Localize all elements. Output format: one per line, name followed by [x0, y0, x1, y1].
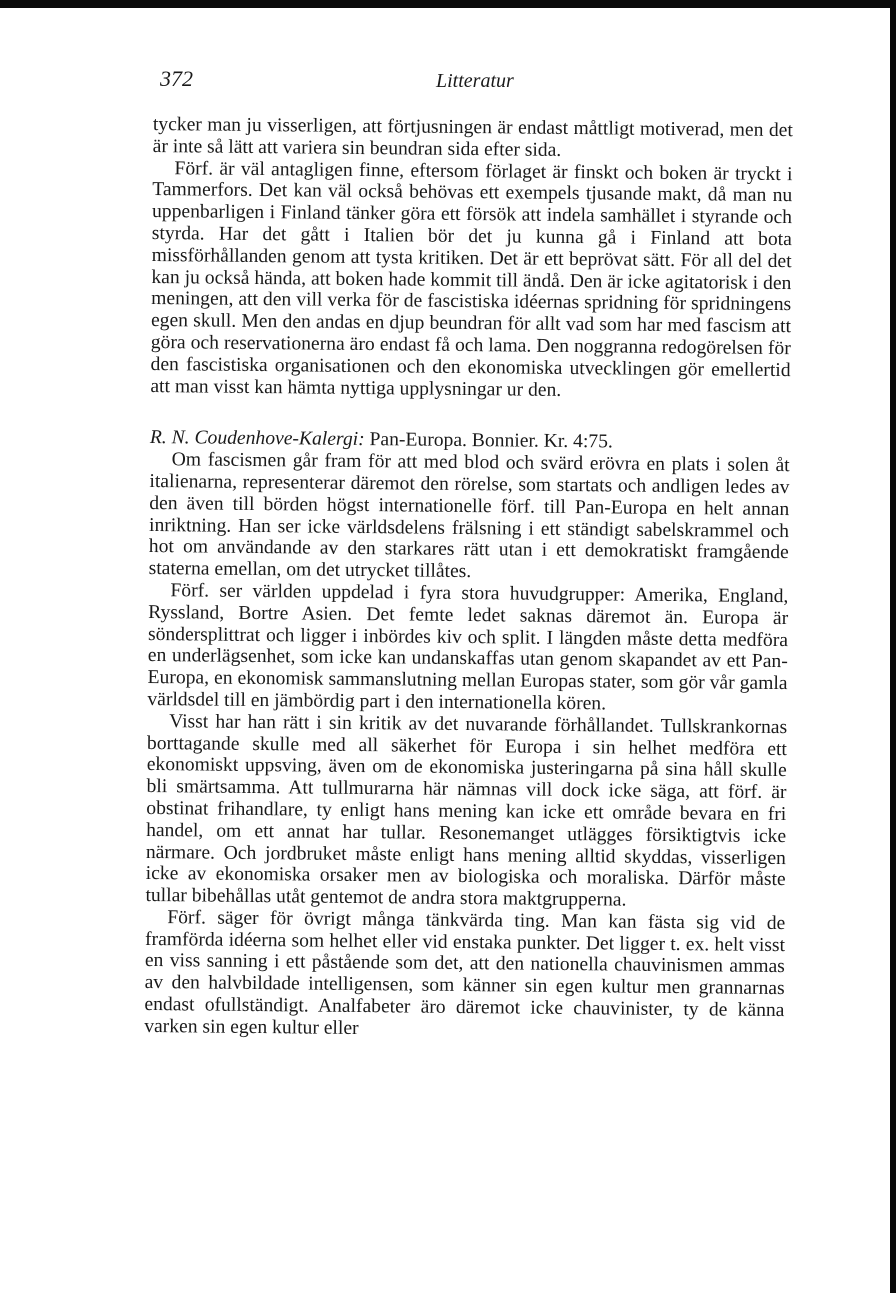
- review-author: R. N. Coudenhove-Kalergi:: [149, 427, 365, 451]
- scan-edge-right: [890, 0, 896, 1293]
- page-number: 372: [160, 66, 193, 91]
- paragraph: Förf. ser världen uppdelad i fyra stora huvudgrupper: Amerika, England, Ryssland, Bortre Asien. Det femte ledet saknas däremot än. Europa är söndersplittrat och ligger i inbördes kiv och split. I längden måste detta medföra en underlägsenhet, som icke kan undanskaffas utan genom skapandet av ett Pan-Europa, en ekonomisk sammanslutning mellan Europas stater, som gör vår gamla världsdel till en jämbördig part i den internationella kören.: [147, 580, 789, 715]
- review-title: Pan-Europa. Bonnier. Kr. 4:75.: [369, 429, 613, 453]
- paragraph: Om fascismen går fram för att med blod och svärd erövra en plats i solen åt italienarna, representerar däremot den rörelse, som startats och andligen ledes av den även till börden högst internationelle förf. till Pan-Europa en helt annan inriktning. Han ser icke världsdelens frälsning i ett ständigt sabelskrammel och hot om användande av den starkares rätt utan i ett demokratiskt framgående staterna emellan, om det utrycket tillåtes.: [148, 449, 790, 583]
- paragraph: Förf. är väl antagligen finne, eftersom förlaget är finskt och boken är tryckt i Tammerfors. Det kan väl också behövas ett exempels tjusande makt, då man nu uppenbarligen i Finland tänker göra ett försök att indela samhället i styrande och styrda. Har det gått i Italien bör det ju kunna gå i Finland att bota missförhållanden genom att tysta kritiken. Det är ett beprövat sätt. För all del det kan ju också hända, att boken hade kommit till ändå. Den är icke agitatorisk i den meningen, att den vill verka för de fascistiska idéernas spridning för spridningens egen skull. Men den andas en djup beundran för allt vad som har med fascism att göra och reservationerna äro endast få och lama. Den noggranna redogörelsen för den fascistiska organisationen och den ekonomiska utvecklingen gör emellertid att man visst kan hämta nyttiga upplysningar ur den.: [150, 157, 793, 401]
- body-text: [144, 114, 793, 1044]
- scan-edge-top: [0, 0, 896, 8]
- paragraph-continued: tycker man ju visserligen, att förtjusningen är endast måttligt motiverad, men det är inte så lätt att variera sin beundran sida efter sida.: [152, 114, 793, 161]
- paragraph: Visst har han rätt i sin kritik av det nuvarande förhållandet. Tullskrankornas borttagande skulle med all säkerhet för Europa i sin helhet medföra ett ekonomiskt uppsving, även om de ekonomiska justeringarna på sina håll skulle bli smärtsamma. Att tullmurarna här nämnas vill dock icke säga, att förf. är obstinat frihandlare, ty enligt hans mening kan icke ett område bevara en fri handel, om ett annat har tullar. Resonemanget utlägges försiktigtvis icke närmare. Och jordbruket måste enligt hans mening alltid skyddas, visserligen icke av ekonomiska orsaker men av biologiska och moraliska. Därför måste tullar bibehållas utåt gentemot de andra stora maktgrupperna.: [145, 710, 788, 911]
- running-head: Litteratur: [436, 70, 514, 92]
- paragraph: Förf. säger för övrigt många tänkvärda ting. Man kan fästa sig vid de framförda idéerna som helhet eller vid enstaka punkter. Det ligger t. ex. helt visst en viss sanning i ett påstående som det, att den nationella chauvinismen ammas av den halvbildade intelligensen, som känner sin egen kultur men grannarnas endast ofullständigt. Analfabeter äro däremot icke chauvinister, ty de känna varken sin egen kultur eller: [144, 907, 786, 1039]
